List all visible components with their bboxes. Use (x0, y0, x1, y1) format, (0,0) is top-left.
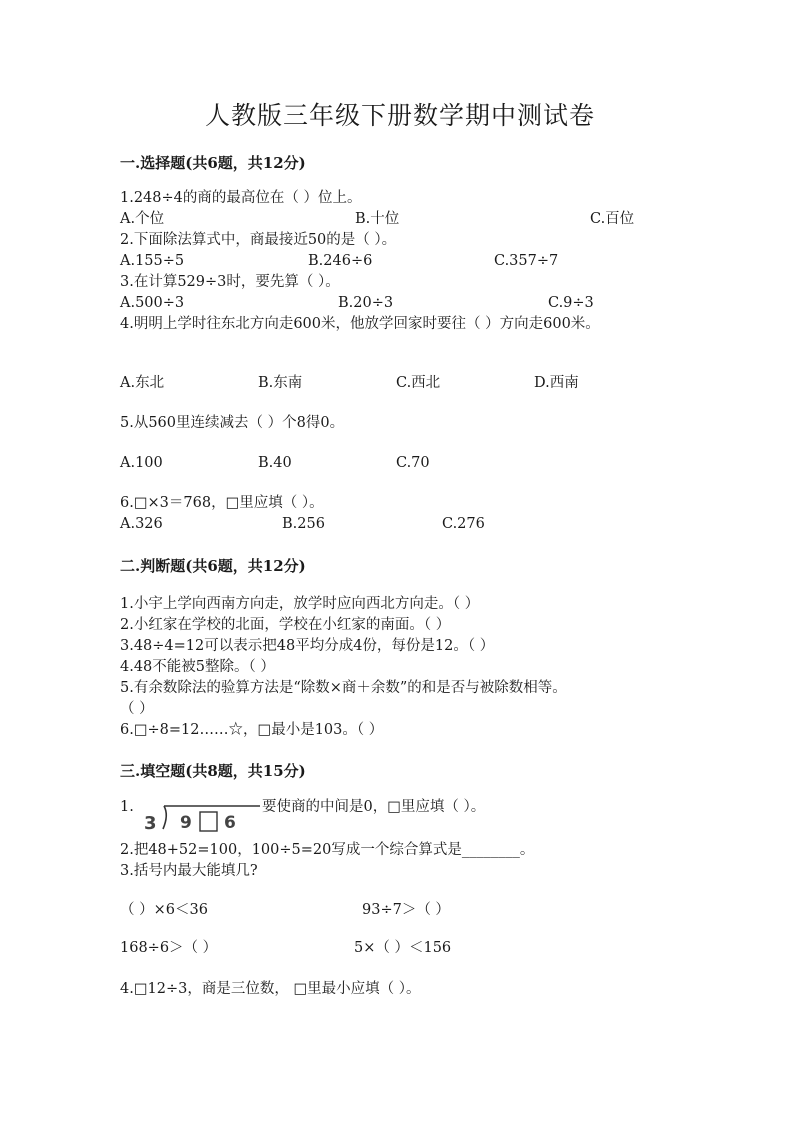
list-item: 6.□÷8=12……☆，□最小是103。（ ） (120, 722, 384, 738)
question-text: 要使商的中间是0，□里应填（ ）。 (262, 799, 486, 815)
long-division-figure (142, 797, 262, 837)
list-item: 2.小红家在学校的北面，学校在小红家的南面。（ ） (120, 617, 451, 633)
option-b: B.246÷6 (308, 253, 373, 269)
option-a: A.东北 (120, 375, 165, 391)
list-item: （ ） (120, 701, 154, 717)
option-c: C.276 (442, 516, 485, 532)
question-text: 2.下面除法算式中，商最接近50的是（ ）。 (120, 232, 397, 248)
question-text: 3.括号内最大能填几? (120, 863, 258, 879)
option-a: A.326 (120, 516, 163, 532)
section-heading-choice: 一.选择题(共6题，共12分) (120, 154, 306, 172)
question-text: 4.明明上学时往东北方向走600米，他放学回家时要往（ ）方向走600米。 (120, 316, 600, 332)
option-b: B.东南 (258, 375, 303, 391)
option-c: C.西北 (396, 375, 441, 391)
option-b: B.256 (282, 516, 325, 532)
option-b: B.20÷3 (338, 295, 394, 311)
option-c: C.70 (396, 455, 430, 471)
division-bracket (163, 806, 166, 829)
list-item: 5.有余数除法的验算方法是“除数×商＋余数”的和是否与被除数相等。 (120, 680, 567, 696)
blank-box (200, 812, 217, 831)
option-b: B.40 (258, 455, 292, 471)
option-c: C.9÷3 (548, 295, 594, 311)
blank-expression: 168÷6＞（ ） (120, 940, 218, 956)
option-c: C.357÷7 (494, 253, 559, 269)
blank-expression: 5×（ ）＜156 (354, 940, 452, 956)
option-c: C.百位 (590, 211, 635, 227)
option-a: A.500÷3 (120, 295, 185, 311)
option-a: A.100 (120, 455, 163, 471)
blank-expression: （ ）×6＜36 (120, 902, 208, 918)
dividend-digit: 6 (224, 813, 236, 833)
question-text: 4.□12÷3，商是三位数， □里最小应填（ ）。 (120, 981, 421, 997)
question-text: 1.248÷4的商的最高位在（ ）位上。 (120, 190, 362, 206)
question-text: 3.在计算529÷3时，要先算（ ）。 (120, 274, 340, 290)
option-a: A.个位 (120, 211, 165, 227)
question-text: 2.把48+52=100，100÷5=20写成一个综合算式是________。 (120, 842, 535, 858)
section-heading-judgement: 二.判断题(共6题，共12分) (120, 557, 306, 575)
question-number: 1. (120, 799, 134, 815)
option-d: D.西南 (534, 375, 579, 391)
option-a: A.155÷5 (120, 253, 185, 269)
blank-expression: 93÷7＞（ ） (362, 902, 450, 918)
option-b: B.十位 (355, 211, 400, 227)
list-item: 1.小宇上学向西南方向走，放学时应向西北方向走。（ ） (120, 596, 480, 612)
question-text: 5.从560里连续减去（ ）个8得0。 (120, 415, 345, 431)
section-heading-fill: 三.填空题(共8题，共15分) (120, 762, 306, 780)
dividend-digit: 9 (180, 813, 192, 833)
question-text: 6.□×3＝768，□里应填（ ）。 (120, 495, 324, 511)
list-item: 4.48不能被5整除。（ ） (120, 659, 275, 675)
list-item: 3.48÷4=12可以表示把48平均分成4份，每份是12。（ ） (120, 638, 495, 654)
divisor-digit: 3 (144, 813, 157, 834)
page-title: 人教版三年级下册数学期中测试卷 (204, 101, 595, 130)
